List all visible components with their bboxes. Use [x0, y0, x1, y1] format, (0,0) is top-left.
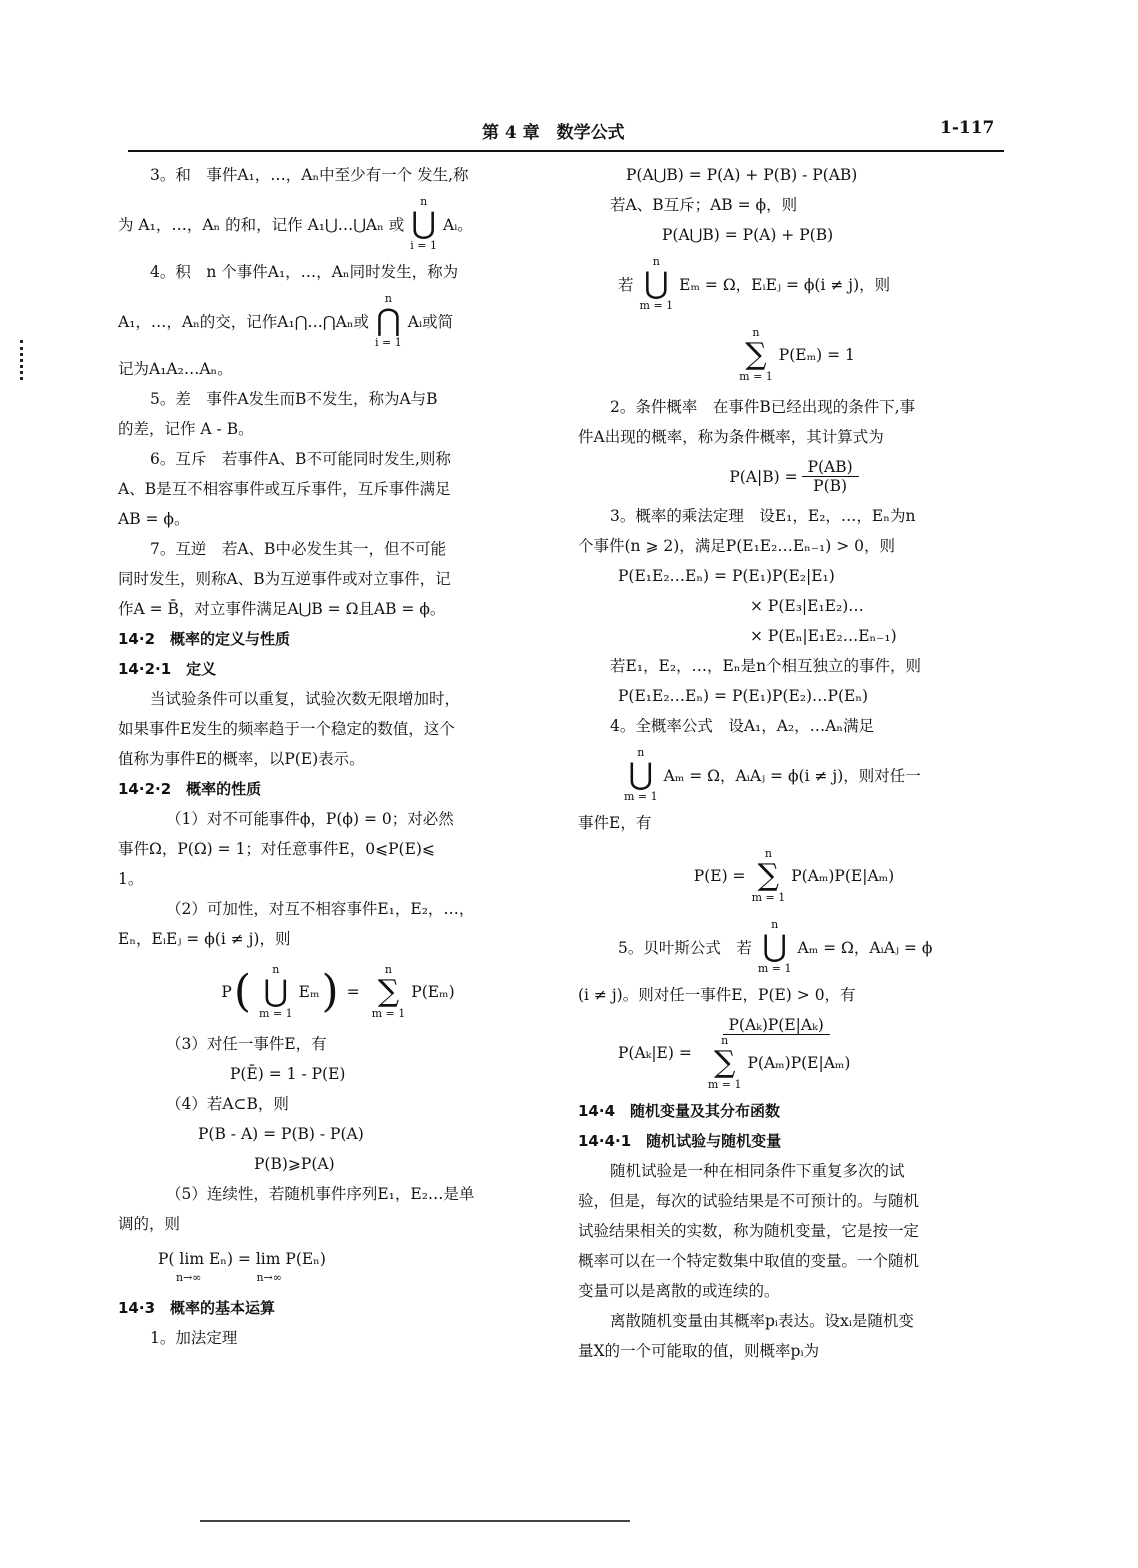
fraction — [802, 458, 859, 495]
text-line: 件A出现的概率，称为条件概率，其计算式为 — [578, 428, 884, 446]
big-sum — [708, 1035, 742, 1090]
lower-limit: i = 1 — [375, 336, 402, 349]
union-symbol: ⋃ — [411, 206, 436, 241]
page-number: 1-117 — [940, 118, 995, 138]
big-sum — [752, 848, 786, 903]
text-fragment: Aᵢ或简 — [407, 312, 454, 331]
text-line: （4）若A⊂B，则 — [166, 1095, 289, 1113]
lower-limit: m = 1 — [371, 1007, 406, 1020]
lower-limit: i = 1 — [410, 239, 437, 252]
big-union — [758, 919, 792, 974]
text-line: 概率可以在一个特定数集中取值的变量。一个随机 — [578, 1252, 920, 1270]
formula-line: P(A⋃B) = P(A) + P(B) — [662, 226, 834, 244]
text-line: 3。和 事件A₁，…，Aₙ中至少有一个 发生,称 — [150, 166, 469, 184]
formula-term: P(Eₘ) — [411, 982, 455, 1001]
bayes-formula — [578, 1010, 1010, 1096]
formula-term: P(Aₘ)P(E|Aₘ) — [747, 1053, 851, 1072]
intersection-symbol: ⋂ — [376, 303, 401, 338]
text-line: 调的，则 — [118, 1215, 181, 1233]
big-sum — [372, 964, 406, 1019]
upper-limit: n — [384, 963, 392, 976]
text-line: 若E₁，E₂，…，Eₙ是n个相互独立的事件，则 — [610, 657, 922, 675]
union-notation — [118, 190, 558, 257]
formula-term: P(Aₘ)P(E|Aₘ) — [791, 866, 895, 885]
lower-limit: m = 1 — [258, 1007, 293, 1020]
text-line: （1）对不可能事件ϕ，P(ϕ) = 0；对必然 — [166, 810, 454, 828]
text-line: 量X的一个可能取的值，则概率pᵢ为 — [578, 1342, 820, 1360]
big-union — [410, 196, 437, 251]
upper-limit: n — [637, 746, 645, 759]
text-line: 6。互斥 若事件A、B不可能同时发生,则称 — [150, 450, 451, 468]
formula-term: Eₘ — [298, 982, 320, 1001]
text-line: 记为A₁A₂…Aₙ。 — [118, 360, 233, 378]
text-fragment: 为 A₁，…，Aₙ 的和，记作 A₁⋃…⋃Aₙ 或 — [118, 215, 405, 234]
union-symbol: ⋃ — [263, 974, 289, 1009]
fraction — [696, 1016, 857, 1090]
text-line: 的差，记作 A - B。 — [118, 420, 254, 438]
subsection-heading: 14·2·1 定义 — [118, 660, 217, 678]
total-probability-condition — [578, 741, 1010, 808]
formula-line: × P(Eₙ|E₁E₂…Eₙ₋₁) — [750, 627, 897, 645]
text-fragment: Aₘ = Ω，AᵢAⱼ = ϕ — [797, 938, 933, 957]
text-line: 个事件(n ⩾ 2)，满足P(E₁E₂…Eₙ₋₁) > 0，则 — [578, 537, 895, 555]
formula-line: P(E₁E₂…Eₙ) = P(E₁)P(E₂)…P(Eₙ) — [618, 687, 869, 705]
text-fragment: Eₘ = Ω，EᵢEⱼ = ϕ(i ≠ j)，则 — [679, 275, 891, 294]
intersection-notation — [118, 287, 558, 354]
big-union — [259, 964, 293, 1019]
formula-term: P(E) = — [693, 866, 746, 885]
text-line: 当试验条件可以重复，试验次数无限增加时， — [150, 690, 461, 708]
text-line: 变量可以是离散的或连续的。 — [578, 1282, 780, 1300]
subsection-heading: 14·4·1 随机试验与随机变量 — [578, 1132, 782, 1150]
text-line: （5）连续性，若随机事件序列E₁，E₂…是单 — [166, 1185, 475, 1203]
formula-line: × P(E₃|E₁E₂)… — [750, 597, 864, 615]
text-line: 7。互逆 若A、B中必发生其一，但不可能 — [150, 540, 446, 558]
formula-line: P( lim Eₙ) = lim P(Eₙ) — [158, 1250, 326, 1268]
lower-limit: m = 1 — [757, 962, 792, 975]
text-fragment: A₁，…，Aₙ的交，记作A₁⋂…⋂Aₙ或 — [118, 312, 370, 331]
text-fragment: 5。贝叶斯公式 若 — [618, 938, 752, 957]
additivity-formula — [118, 954, 558, 1029]
denominator — [696, 1035, 857, 1090]
margin-mark — [20, 340, 33, 380]
upper-limit: n — [752, 326, 760, 339]
sum-formula — [578, 317, 1010, 392]
left-paren: ( — [233, 965, 251, 1017]
sum-symbol: ∑ — [713, 1045, 736, 1080]
text-line: 作A = B̄，对立事件满足A⋃B = Ω且AB = ϕ。 — [118, 600, 446, 618]
text-line: AB = ϕ。 — [118, 510, 190, 528]
lower-limit: m = 1 — [739, 370, 773, 383]
text-line: (i ≠ j)。则对任一事件E，P(E) > 0，有 — [578, 986, 856, 1004]
text-line: 离散随机变量由其概率pᵢ表达。设xᵢ是随机变 — [610, 1312, 914, 1330]
formula-line: P(A⋃B) = P(A) + P(B) - P(AB) — [626, 166, 858, 184]
text-line: （2）可加性，对互不相容事件E₁，E₂，…， — [166, 900, 475, 918]
sum-symbol: ∑ — [757, 858, 780, 893]
text-line: （3）对任一事件E，有 — [166, 1035, 327, 1053]
upper-limit: n — [272, 963, 280, 976]
text-line: A、B是互不相容事件或互斥事件，互斥事件满足 — [118, 480, 451, 498]
big-intersection — [375, 293, 402, 348]
section-heading: 14·4 随机变量及其分布函数 — [578, 1102, 781, 1120]
upper-limit: n — [652, 255, 660, 268]
text-fragment: Aᵢ。 — [443, 215, 473, 234]
right-column — [578, 160, 1010, 1366]
text-line: 验，但是，每次的试验结果是不可预计的。与随机 — [578, 1192, 920, 1210]
numerator: P(AB) — [802, 458, 859, 477]
upper-limit: n — [764, 847, 772, 860]
partition-condition — [578, 250, 1010, 317]
text-line: 同时发生，则称A、B为互逆事件或对立事件，记 — [118, 570, 451, 588]
lower-limit: m = 1 — [624, 790, 658, 803]
section-heading: 14·2 概率的定义与性质 — [118, 630, 291, 648]
formula-term: P(Aₖ|E) = — [618, 1044, 692, 1062]
big-sum — [739, 327, 773, 382]
section-heading: 14·3 概率的基本运算 — [118, 1299, 276, 1317]
upper-limit: n — [384, 292, 392, 305]
right-paren: ) — [321, 965, 339, 1017]
upper-limit: n — [721, 1034, 729, 1047]
text-line: 若A、B互斥；AB = ϕ，则 — [610, 196, 798, 214]
denominator: P(B) — [813, 477, 848, 495]
formula-line: P(B - A) = P(B) - P(A) — [198, 1125, 364, 1143]
text-line: 3。概率的乘法定理 设E₁，E₂，…，Eₙ为n — [610, 507, 916, 525]
text-line: 事件Ω，P(Ω) = 1；对任意事件E，0⩽P(E)⩽ — [118, 840, 435, 858]
text-line: 事件E，有 — [578, 814, 652, 832]
subsection-heading: 14·2·2 概率的性质 — [118, 780, 262, 798]
upper-limit: n — [420, 195, 428, 208]
numerator: P(Aₖ)P(E|Aₖ) — [723, 1016, 830, 1035]
running-header: 第 4 章 数学公式 — [482, 123, 625, 143]
sum-symbol: ∑ — [377, 974, 400, 1009]
bayes-condition — [578, 913, 1010, 980]
lower-limit: m = 1 — [707, 1078, 742, 1091]
left-column — [118, 160, 558, 1353]
header-rule — [128, 150, 1004, 152]
text-line: 1。加法定理 — [150, 1329, 238, 1347]
lower-limit: m = 1 — [639, 299, 674, 312]
text-line: 如果事件E发生的频率趋于一个稳定的数值，这个 — [118, 720, 455, 738]
total-probability-formula — [578, 838, 1010, 913]
conditional-probability-formula — [578, 452, 1010, 501]
big-union — [624, 747, 658, 802]
big-union — [640, 256, 674, 311]
formula-p: P — [221, 982, 232, 1001]
formula-term: P(Eₘ) = 1 — [778, 345, 855, 364]
text-line: 试验结果相关的实数，称为随机变量，它是按一定 — [578, 1222, 920, 1240]
text-line: 值称为事件E的概率，以P(E)表示。 — [118, 750, 365, 768]
formula-line: P(B)⩾P(A) — [254, 1155, 335, 1173]
text-line: 1。 — [118, 870, 144, 888]
text-line: Eₙ，EᵢEⱼ = ϕ(i ≠ j)，则 — [118, 930, 291, 948]
sum-symbol: ∑ — [745, 337, 767, 372]
union-symbol: ⋃ — [644, 266, 669, 301]
formula-subscript: n→∞ n→∞ — [176, 1271, 282, 1284]
text-line: 4。积 n 个事件A₁，…，Aₙ同时发生，称为 — [150, 263, 459, 281]
text-line: 随机试验是一种在相同条件下重复多次的试 — [610, 1162, 905, 1180]
union-symbol: ⋃ — [762, 929, 787, 964]
text-line: 2。条件概率 在事件B已经出现的条件下,事 — [610, 398, 916, 416]
text-fragment: 若 — [618, 275, 634, 294]
formula-line: P(Ē) = 1 - P(E) — [230, 1065, 346, 1083]
footer-rule — [200, 1520, 630, 1522]
text-fragment: Aₘ = Ω，AᵢAⱼ = ϕ(i ≠ j)，则对任一 — [663, 766, 921, 785]
equals-sign: = — [346, 982, 360, 1001]
lower-limit: m = 1 — [751, 891, 786, 904]
upper-limit: n — [771, 918, 779, 931]
union-symbol: ⋃ — [628, 757, 654, 792]
text-line: 5。差 事件A发生而B不发生，称为A与B — [150, 390, 438, 408]
formula-term: P(A|B) = — [729, 467, 798, 486]
text-line: 4。全概率公式 设A₁，A₂，…Aₙ满足 — [610, 717, 875, 735]
formula-line: P(E₁E₂…Eₙ) = P(E₁)P(E₂|E₁) — [618, 567, 835, 585]
